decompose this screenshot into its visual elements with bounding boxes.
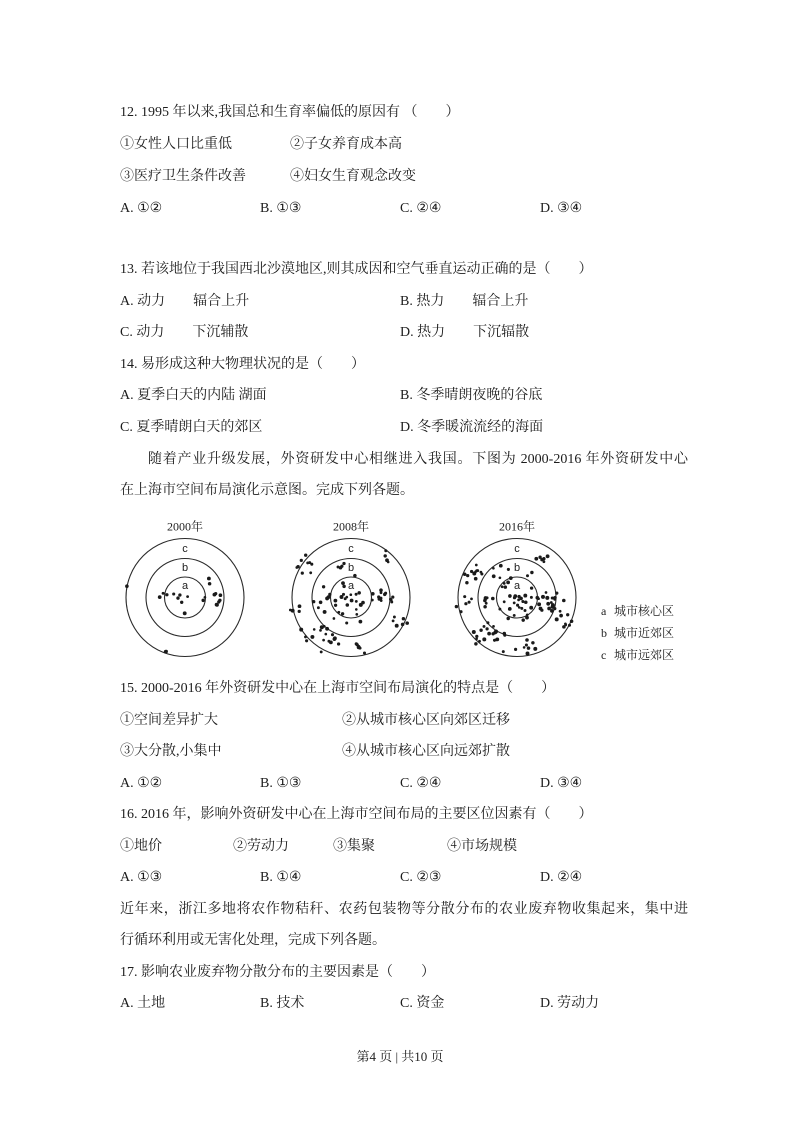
answer-option-a: A. 动力 辐合上升	[120, 293, 250, 309]
rd-center-dot	[357, 645, 361, 649]
rd-center-dot	[340, 565, 343, 568]
rd-center-dot	[328, 593, 331, 596]
rd-center-dot	[463, 573, 467, 577]
statement: ④妇女生育观念改变	[290, 169, 416, 184]
statement: ①空间差异扩大	[120, 712, 218, 728]
rd-center-dot	[507, 568, 510, 571]
answer-option-b: B. ①④	[260, 870, 302, 885]
rd-center-dot	[301, 572, 304, 575]
option-row	[120, 317, 688, 349]
rd-center-dot	[313, 628, 316, 631]
ring-label-core: a	[347, 580, 355, 592]
rd-center-dot	[468, 601, 471, 604]
answer-option-a: A. ①③	[120, 870, 163, 885]
rd-center-dot	[391, 596, 394, 599]
question-stem: 12. 1995 年以来,我国总和生育率偏低的原因有 （ ）	[120, 105, 460, 120]
ring-label-far-suburb: c	[514, 543, 520, 555]
rd-center-dot	[523, 594, 527, 598]
rd-center-dot	[524, 609, 527, 612]
rd-center-dot	[337, 642, 340, 645]
statement: ②从城市核心区向郊区迁移	[342, 712, 510, 728]
rd-center-dot	[470, 570, 473, 573]
rd-center-dot	[486, 621, 489, 624]
legend-label: 城市核心区	[614, 604, 675, 618]
questions-15-17	[120, 673, 688, 1020]
rd-center-dot	[475, 635, 478, 638]
answer-option-c: C. 动力 下沉辅散	[120, 325, 249, 341]
rd-center-dot	[337, 566, 340, 569]
rd-center-dot	[527, 646, 531, 650]
answer-option-c: C. 夏季晴朗白天的郊区	[120, 419, 263, 435]
statement-row	[120, 161, 688, 193]
rd-center-dot	[553, 596, 556, 599]
rd-center-dot	[508, 608, 511, 611]
rd-center-dot	[310, 635, 314, 639]
legend-key: a	[601, 604, 607, 618]
rd-center-dot	[298, 604, 302, 608]
figure-rd-center-layout	[120, 507, 688, 673]
rd-center-dot	[319, 629, 322, 632]
statement-row	[120, 831, 688, 863]
rd-center-dot	[201, 599, 204, 602]
legend-item-far-suburb	[601, 648, 674, 662]
rd-center-dot	[346, 603, 350, 607]
rd-center-dot	[487, 632, 491, 636]
legend-item-near-suburb	[601, 626, 674, 640]
answer-option-c: C. ②④	[400, 201, 442, 216]
rd-center-dot	[550, 609, 554, 613]
rd-center-dot	[180, 601, 183, 604]
rd-center-dot	[162, 592, 165, 595]
ring-label-core: a	[181, 580, 189, 592]
answer-option-b: B. ①③	[260, 201, 302, 216]
rd-center-dot	[322, 639, 325, 642]
rd-center-dot	[478, 640, 481, 643]
rd-center-dot	[341, 612, 344, 615]
rd-center-dot	[530, 571, 533, 574]
ring-labels	[181, 542, 189, 592]
rd-center-dot	[219, 593, 223, 597]
rd-center-dot	[158, 595, 162, 599]
legend-label: 城市远郊区	[614, 648, 675, 662]
option-row	[120, 768, 688, 800]
rd-center-dot	[530, 586, 533, 589]
rd-center-dot	[298, 610, 301, 613]
rd-center-dot	[183, 611, 187, 615]
question-stem: 13. 若该地位于我国西北沙漠地区,则其成因和空气垂直运动正确的是（ ）	[120, 262, 593, 277]
rd-center-dot	[319, 601, 323, 605]
rd-center-dot	[555, 591, 558, 594]
question-stem: 15. 2000-2016 年外资研发中心在上海市空间布局演化的特点是（ ）	[120, 681, 556, 696]
rd-center-dot	[327, 640, 330, 643]
rd-center-dot	[295, 566, 298, 569]
rd-center-dot	[474, 577, 478, 581]
rd-center-dot	[526, 613, 529, 616]
rd-center-dot	[492, 574, 496, 578]
ring-labels	[347, 542, 355, 592]
option-row	[120, 988, 688, 1020]
rd-center-dot	[325, 596, 329, 600]
rd-center-dot	[514, 648, 517, 651]
rd-center-dot	[539, 607, 543, 611]
rd-center-dot	[333, 617, 336, 620]
rd-center-dot	[533, 647, 537, 651]
legend-key: b	[601, 626, 607, 640]
rd-center-dot	[466, 574, 469, 577]
page-footer: 第4 页 | 共10 页	[356, 1049, 444, 1064]
option-row	[120, 862, 688, 894]
rd-center-dot	[349, 593, 352, 596]
rd-center-dot	[334, 599, 338, 603]
rd-center-dot	[483, 625, 486, 628]
rd-center-dot	[359, 603, 363, 607]
answer-option-c: C. ②④	[400, 775, 442, 791]
rd-center-dot	[353, 574, 357, 578]
rd-center-dot	[517, 599, 520, 602]
rd-center-dot	[508, 594, 512, 598]
statement: ①女性人口比重低	[120, 137, 232, 152]
rd-center-dot	[459, 610, 462, 613]
rd-center-dot	[208, 582, 212, 586]
option-row	[120, 380, 688, 412]
rd-center-dot	[546, 602, 550, 606]
rd-center-dot	[517, 595, 520, 598]
rd-center-dot	[357, 591, 360, 594]
rd-center-dot	[559, 614, 563, 618]
rd-center-dot	[390, 601, 393, 604]
legend-label: 城市近郊区	[614, 626, 675, 640]
rd-center-dot	[534, 557, 538, 561]
rd-center-dot	[542, 557, 545, 560]
rd-center-dot	[383, 554, 386, 557]
rd-center-dot	[524, 601, 528, 605]
rd-center-dot	[389, 598, 392, 601]
rd-center-dot	[545, 596, 549, 600]
panel-title: 2000年	[166, 519, 204, 534]
rd-center-dot	[479, 628, 482, 631]
rd-center-dot	[317, 606, 320, 609]
option-row	[120, 193, 688, 225]
answer-option-d: D. 热力 下沉辐散	[400, 325, 530, 341]
panel-2016	[455, 519, 576, 657]
rd-center-dot	[379, 588, 383, 592]
rd-center-dot	[323, 625, 326, 628]
statement: ③医疗卫生条件改善	[120, 169, 246, 184]
rd-center-dot	[304, 635, 307, 638]
rd-center-dot	[502, 650, 505, 653]
rd-center-dot	[312, 600, 315, 603]
rd-center-dot	[494, 630, 498, 634]
rd-center-dot	[178, 593, 181, 596]
rd-center-dot	[337, 611, 340, 614]
rd-center-dot	[483, 605, 487, 609]
rd-center-dot	[474, 642, 477, 645]
rd-center-dot	[355, 613, 358, 616]
rd-center-dot	[207, 577, 211, 581]
rd-center-dot	[395, 624, 399, 628]
rd-center-dot	[470, 598, 473, 601]
rd-center-dot	[553, 607, 556, 610]
rd-center-dot	[345, 596, 348, 599]
rd-center-dot	[525, 616, 529, 620]
statement: ③大分散,小集中	[120, 744, 222, 759]
passage-line: 随着产业升级发展，外资研发中心相继进入我国。下图为 2000-2016 年外资研发中心	[148, 451, 688, 467]
rd-center-dot	[383, 593, 386, 596]
rd-center-dot	[355, 608, 358, 611]
answer-option-c: C. 资金	[400, 996, 445, 1011]
rd-center-dot	[535, 596, 539, 600]
ring-label-near-suburb: b	[347, 562, 355, 574]
rd-center-dot	[475, 564, 478, 567]
rd-center-dot	[309, 571, 312, 574]
rd-center-dot	[380, 599, 383, 602]
rd-center-dot	[304, 554, 307, 557]
rd-center-dot	[498, 608, 501, 611]
rd-center-dot	[482, 637, 486, 641]
rd-center-dot	[355, 600, 358, 603]
answer-option-d: D. ③④	[540, 201, 583, 216]
answer-option-a: A. 土地	[120, 996, 166, 1011]
rd-center-dot	[465, 581, 468, 584]
rd-center-dot	[401, 623, 405, 627]
rd-center-dot	[486, 627, 489, 630]
rd-center-dot	[384, 549, 387, 552]
rd-center-dot	[371, 592, 375, 596]
rd-center-dot	[300, 559, 303, 562]
rd-center-dot	[570, 619, 574, 623]
option-row	[120, 412, 688, 444]
rd-center-dot	[392, 619, 395, 622]
rd-center-dot	[355, 593, 358, 596]
rd-center-dot	[359, 620, 363, 624]
rd-center-dot	[525, 643, 528, 646]
rd-center-dot	[546, 554, 550, 558]
rd-center-dot	[342, 593, 345, 596]
ring-label-far-suburb: c	[348, 543, 354, 555]
rd-center-dot	[513, 614, 516, 617]
answer-option-b: B. 冬季晴朗夜晚的谷底	[400, 388, 543, 404]
answer-option-b: B. 技术	[260, 996, 305, 1011]
rd-center-dot	[322, 585, 325, 588]
rd-center-dot	[495, 638, 499, 642]
rd-center-dot	[475, 569, 478, 572]
rd-center-dot	[521, 600, 524, 603]
rd-center-dot	[334, 604, 337, 607]
rd-center-dot	[499, 564, 503, 568]
legend-item-core	[601, 603, 674, 618]
rd-center-dot	[455, 605, 458, 608]
statement: ②劳动力	[233, 838, 289, 854]
answer-option-a: A. ①②	[120, 775, 163, 791]
answer-option-c: C. ②③	[400, 870, 442, 885]
rd-center-dot	[172, 592, 175, 595]
rd-center-dot	[491, 632, 494, 635]
rd-center-dot	[214, 592, 217, 595]
answer-option-b: B. ①③	[260, 775, 302, 791]
ring-label-near-suburb: b	[181, 562, 189, 574]
ring-label-far-suburb: c	[182, 543, 188, 555]
rd-center-dot	[521, 618, 524, 621]
rd-center-dot	[289, 609, 292, 612]
answer-option-a: A. 夏季白天的内陆 湖面	[120, 388, 267, 404]
rd-center-dot	[492, 567, 495, 570]
rd-center-dot	[165, 593, 168, 596]
ring-label-near-suburb: b	[513, 562, 521, 574]
passage-line: 在上海市空间布局演化示意图。完成下列各题。	[120, 483, 414, 499]
rd-center-dot	[564, 624, 567, 627]
rd-center-dot	[323, 610, 327, 614]
statement: ④从城市核心区向远郊扩散	[342, 744, 510, 759]
rd-center-dot	[333, 637, 337, 641]
rd-center-dot	[342, 585, 345, 588]
rd-center-dot	[530, 596, 533, 599]
option-row	[120, 286, 688, 318]
answer-option-b: B. 热力 辐合上升	[400, 293, 529, 309]
rd-center-dot	[504, 585, 508, 589]
panel-title: 2016年	[498, 519, 536, 534]
rd-center-dot	[218, 599, 221, 602]
rd-center-dot	[215, 603, 219, 607]
rd-center-dot	[518, 606, 521, 609]
rd-center-dot	[485, 602, 488, 605]
rd-center-dot	[164, 650, 167, 653]
ring-label-core: a	[513, 580, 521, 592]
rd-center-dot	[503, 582, 506, 585]
answer-option-d: D. 冬季暖流流经的海面	[400, 419, 544, 435]
statement: ①地价	[120, 838, 162, 854]
rd-center-dot	[562, 599, 566, 603]
rd-center-dot	[503, 632, 506, 635]
rd-center-dot	[537, 602, 540, 605]
statement: ③集聚	[333, 838, 375, 854]
rd-center-dot	[371, 599, 374, 602]
rd-center-dot	[342, 562, 345, 565]
rd-center-dot	[491, 597, 495, 601]
statement: ④市场规模	[447, 838, 517, 854]
rd-center-dot	[324, 633, 327, 636]
answer-option-d: D. ③④	[540, 775, 583, 791]
rd-center-dot	[299, 628, 303, 632]
passage-line: 近年来，浙江多地将农作物秸秆、农药包装物等分散分布的农业废弃物收集起来，集中进	[120, 901, 688, 917]
rd-center-dot	[529, 606, 533, 610]
rd-center-dot	[463, 595, 466, 598]
rd-center-dot	[405, 621, 409, 625]
rd-center-dot	[543, 560, 546, 563]
rd-center-dot	[513, 602, 516, 605]
rd-center-dot	[186, 595, 189, 598]
rd-center-dot	[393, 616, 396, 619]
rd-center-dot	[125, 584, 129, 588]
questions-13-14	[120, 254, 688, 507]
rd-center-dot	[363, 651, 366, 654]
rd-center-dot	[523, 646, 526, 649]
rd-center-dot	[345, 621, 348, 624]
rd-center-dot	[472, 630, 476, 634]
rd-center-dot	[526, 574, 529, 577]
rd-center-dot	[531, 641, 534, 644]
statement-row	[120, 705, 688, 737]
rd-center-dot	[320, 650, 323, 653]
panel-2008	[289, 519, 410, 657]
rd-center-dot	[503, 600, 506, 603]
answer-option-d: D. 劳动力	[540, 996, 600, 1011]
ring-far-suburb	[126, 539, 244, 657]
rd-center-dot	[566, 613, 569, 616]
rd-center-dot	[541, 595, 545, 599]
rd-center-dot	[513, 596, 516, 599]
rd-center-dot	[559, 610, 562, 613]
rd-center-dot	[506, 617, 509, 620]
rd-center-dot	[526, 652, 530, 656]
rd-center-dot	[525, 638, 529, 642]
concentric-zone-diagram	[120, 507, 688, 673]
rd-center-dot	[305, 639, 308, 642]
rd-center-dot	[568, 624, 571, 627]
rd-center-dot	[499, 576, 502, 579]
rd-center-dot	[555, 617, 559, 621]
answer-option-d: D. ②④	[540, 870, 583, 885]
legend-key: c	[601, 648, 607, 662]
rd-center-dot	[325, 627, 329, 631]
rd-center-dot	[204, 596, 207, 599]
rd-center-dot	[402, 617, 405, 620]
question-stem: 14. 易形成这种大物理状况的是（ ）	[120, 356, 365, 372]
rd-center-dot	[506, 581, 510, 585]
rd-center-dot	[176, 596, 179, 599]
passage-line: 行循环利用或无害化处理，完成下列各题。	[120, 933, 386, 948]
rd-center-dot	[341, 581, 345, 585]
rd-center-dot	[331, 633, 334, 636]
question-stem: 16. 2016 年，影响外资研发中心在上海市空间布局的主要区位因素有（ ）	[120, 807, 593, 822]
question-12	[120, 97, 688, 225]
question-stem: 17. 影响农业废弃物分散分布的主要因素是（ ）	[120, 964, 435, 980]
rd-center-dot	[350, 599, 354, 603]
panel-2000	[125, 519, 244, 657]
statement: ②子女养育成本高	[290, 137, 402, 152]
rd-center-dot	[509, 576, 513, 580]
panel-title: 2008年	[332, 519, 370, 534]
rd-center-dot	[547, 607, 551, 611]
rd-center-dot	[501, 585, 504, 588]
rd-center-dot	[545, 591, 548, 594]
answer-option-a: A. ①②	[120, 201, 163, 216]
rd-center-dot	[486, 596, 489, 599]
ring-labels	[513, 542, 521, 592]
rd-center-dot	[306, 561, 309, 564]
figure-legend	[601, 603, 674, 662]
rd-center-dot	[520, 607, 523, 610]
rd-center-dot	[464, 602, 467, 605]
rd-center-dot	[492, 625, 495, 628]
rd-center-dot	[385, 558, 389, 562]
rd-center-dot	[551, 603, 555, 607]
rd-center-dot	[480, 572, 483, 575]
statement-row	[120, 129, 688, 161]
statement-row	[120, 736, 688, 768]
